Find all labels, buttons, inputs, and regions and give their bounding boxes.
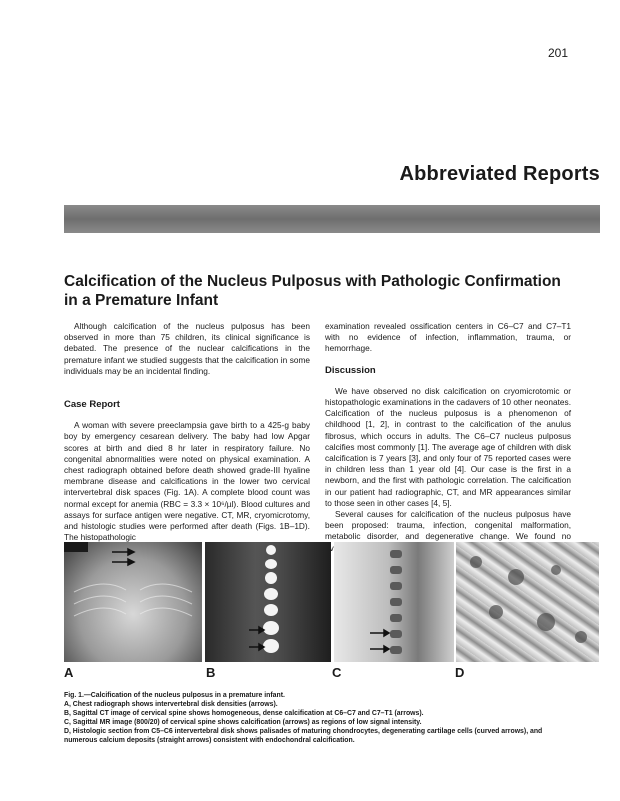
mr-spine	[334, 542, 454, 662]
histologic-section-image	[456, 542, 599, 662]
figure-label-d: D	[455, 665, 465, 680]
discussion-heading: Discussion	[325, 364, 376, 376]
discussion-paragraph-1: We have observed no disk calcification on cryomicrotomic or histopathologic examinations in the cadavers of 10 other neonates. Calcification of the nucleus pulposus is a phenomenon of childhood [1, 2], in contrast to the calcification of the anulus fibrosus, which occurs in adults. The C6–C7 nucleus pulposus calcifies most commonly [1]. The average age of children with disk calcification is 7 years [3], and only four of 75 reported cases were in children less than 1 year old [4]. Our case is the first in a newborn, and the first with pathologic correlation. The calcification in our patient had radiographic, CT, and MR appearances similar to those seen in other cases [4, 5].	[325, 385, 571, 508]
sagittal-ct-image	[205, 542, 331, 662]
caption-line-c: C, Sagittal MR image (800/20) of cervical spine shows calcification (arrows) as regions of low signal intensity.	[64, 719, 422, 726]
abstract-paragraph: Although calcification of the nucleus pulposus has been observed in more than 75 children, its clinical significance is debated. The presence of the nuclear calcifications in the premature infant we studied suggests that the calcification in some individuals may be an incidental finding.	[64, 321, 310, 376]
article-title: Calcification of the Nucleus Pulposus with Pathologic Confirmation in a Premature Infant	[64, 273, 561, 309]
section-title: Abbreviated Reports	[399, 163, 600, 185]
case-report-paragraph: A woman with severe preeclampsia gave birth to a 425-g baby boy by emergency cesarean delivery. The baby had low Apgar scores at birth and died 8 hr later in respiratory failure. No congenital abnormalities were noted on physical examination. A chest radiograph obtained before death showed grade-III hyaline membrane disease and calcifications in the lower two cervical intervertebral disk spaces (Fig. 1A). A complete blood count was normal except for anemia (RBC = 3.3 × 10⁶/µl). Blood cultures and assays for surface antigen were negative. CT, MR, cryomicrotomy, and histologic studies were performed after death (Figs. 1B–1D). The histopathologic	[64, 420, 310, 543]
section-banner	[64, 205, 600, 233]
ct-vertebrae	[205, 542, 331, 662]
left-column	[64, 321, 310, 543]
page-number: 201	[548, 46, 569, 60]
caption-line-a: A, Chest radiograph shows intervertebral disk densities (arrows).	[64, 701, 278, 708]
caption-title: Fig. 1.—Calcification of the nucleus pulposus in a premature infant.	[64, 692, 285, 699]
radiograph-arrows	[64, 542, 202, 662]
right-column	[325, 321, 571, 554]
chest-radiograph-image	[64, 542, 202, 662]
figure-caption	[64, 691, 574, 745]
caption-line-d: D, Histologic section from C5–C6 intervertebral disk shows palisades of maturing chondrocytes, degenerating cartilage cells (curved arrows), and numerous calcium deposits (straight arrows) consistent with endochondral calcification.	[64, 728, 543, 744]
figure-label-a: A	[64, 665, 74, 680]
figure-1	[64, 542, 599, 662]
case-report-heading: Case Report	[64, 399, 120, 411]
discussion-paragraph-2: Several causes for calcification of the nucleus pulposus have been proposed: trauma, infection, congenital malformation, metabolic disorder, and degenerative change. We found no	[325, 509, 571, 542]
sagittal-mr-image	[334, 542, 454, 662]
histology-texture	[456, 542, 599, 662]
histopathology-paragraph: examination revealed ossification centers in C6–C7 and C7–T1 with no evidence of infection, inflammation, trauma, or hemorrhage.	[325, 321, 571, 354]
caption-line-b: B, Sagittal CT image of cervical spine shows homogeneous, dense calcification at C6–C7 and C7–T1 (arrows).	[64, 710, 424, 717]
figure-label-b: B	[206, 665, 216, 680]
figure-label-c: C	[332, 665, 342, 680]
